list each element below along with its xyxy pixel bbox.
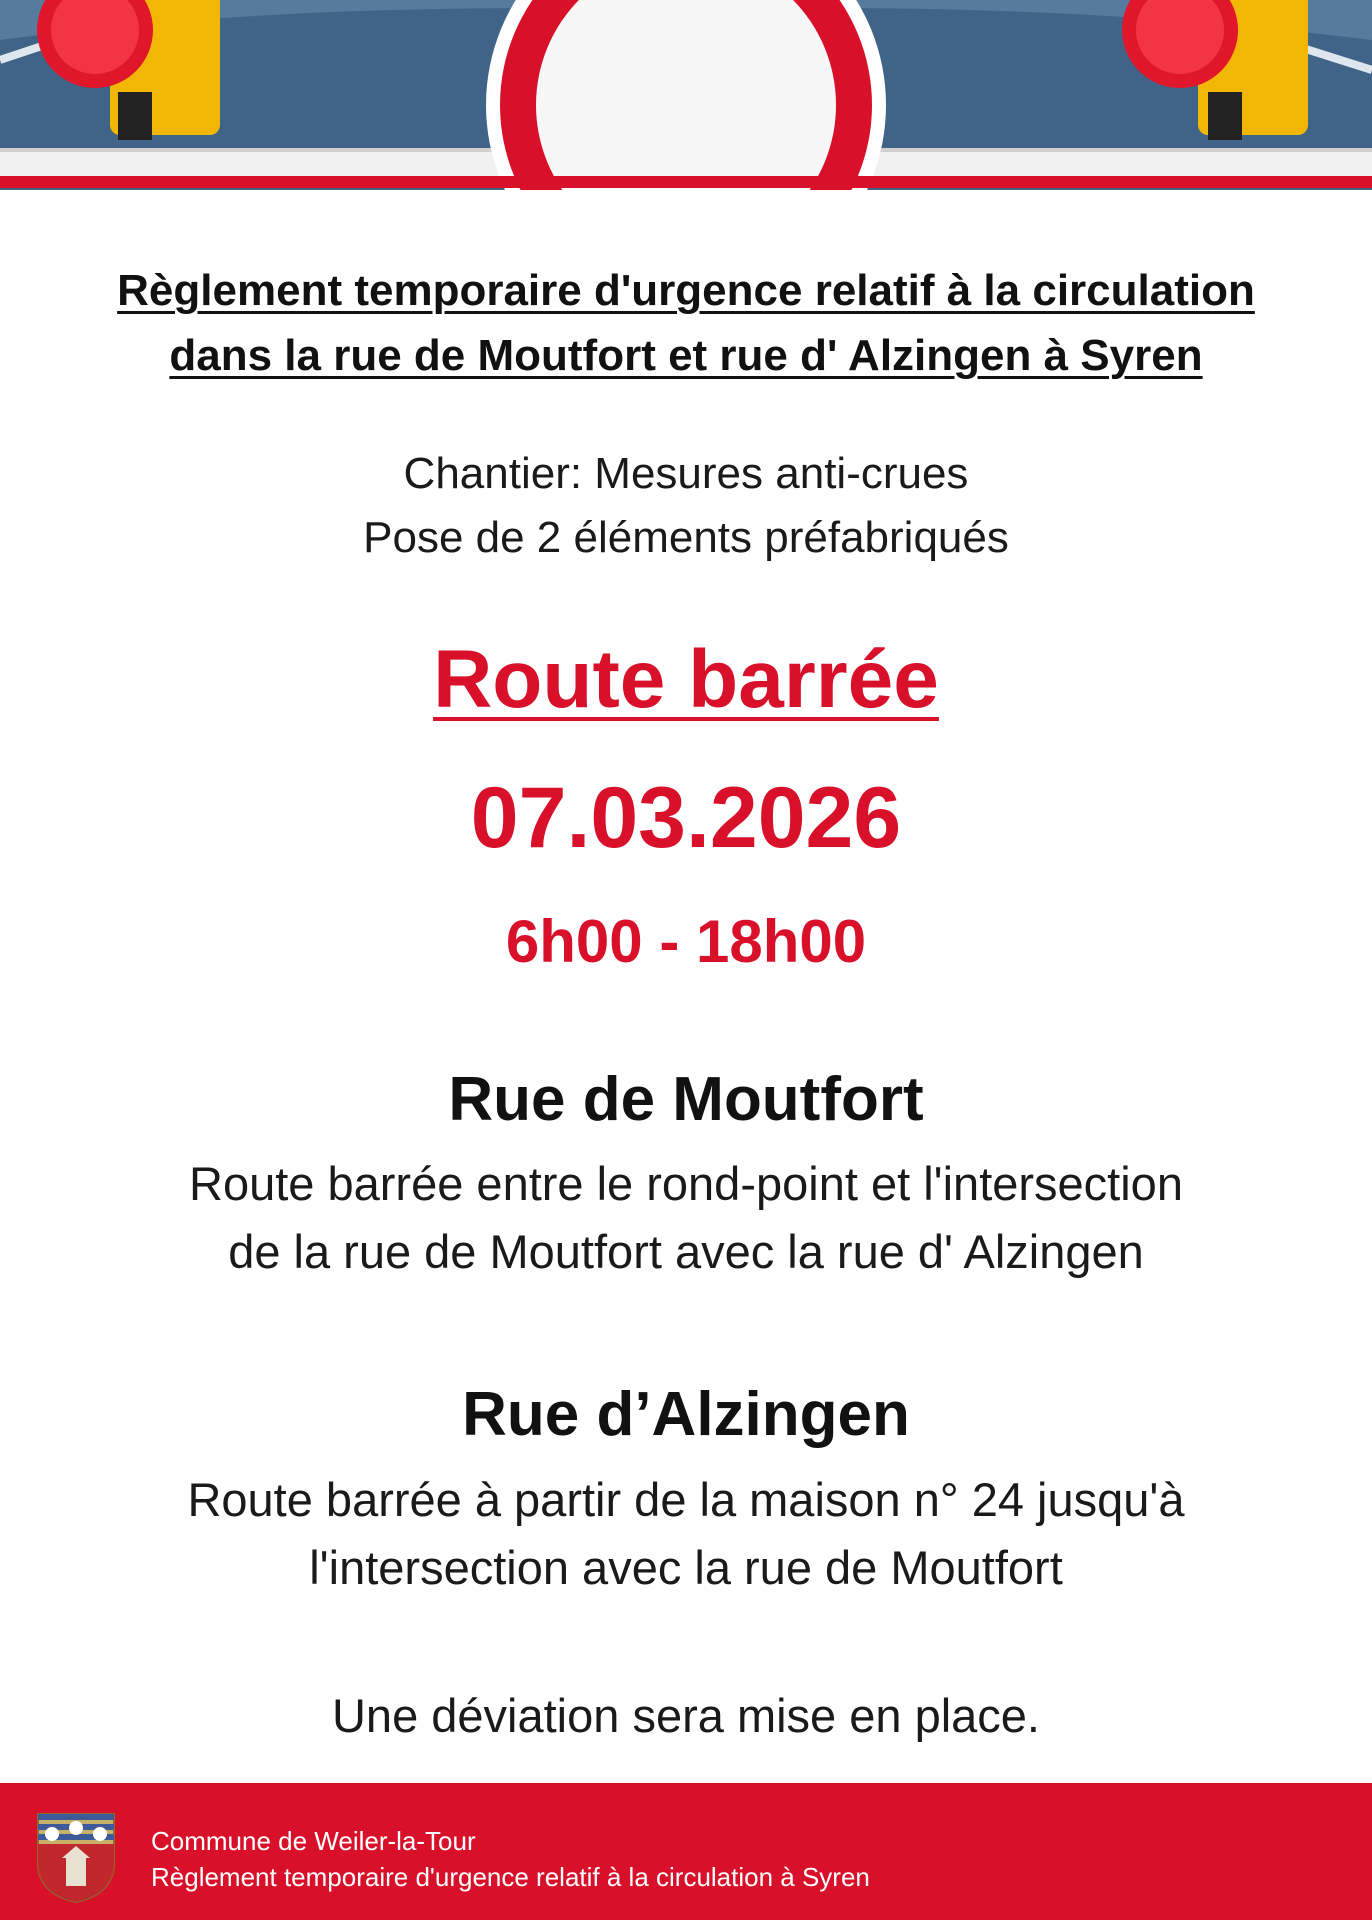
closure-date: 07.03.2026 xyxy=(470,770,902,866)
road-closed-heading: Route barrée xyxy=(433,634,939,725)
street-heading-moutfort: Rue de Moutfort xyxy=(448,1065,924,1134)
project-description xyxy=(0,442,1372,570)
street-heading-alzingen: Rue d’Alzingen xyxy=(462,1380,910,1449)
header-photo xyxy=(0,0,1372,190)
footer-bar xyxy=(0,1783,1372,1920)
description-line: l'intersection avec la rue de Moutfort xyxy=(309,1541,1063,1594)
street-description-alzingen xyxy=(0,1466,1372,1602)
accent-divider xyxy=(0,176,1372,188)
footer-regulation: Règlement temporaire d'urgence relatif à la circulation à Syren xyxy=(151,1862,870,1892)
deviation-notice: Une déviation sera mise en place. xyxy=(331,1689,1040,1742)
street-description-moutfort xyxy=(0,1150,1372,1286)
project-line-1: Chantier: Mesures anti-crues xyxy=(403,449,969,498)
project-line-2: Pose de 2 éléments préfabriqués xyxy=(363,513,1009,562)
footer-commune: Commune de Weiler-la-Tour xyxy=(151,1826,476,1856)
title-line-2: dans la rue de Moutfort et rue d' Alzingen à Syren xyxy=(169,331,1203,380)
municipal-coat-of-arms-icon xyxy=(36,1812,116,1904)
closure-hours: 6h00 - 18h00 xyxy=(505,908,867,975)
description-line: Route barrée entre le rond-point et l'intersection xyxy=(189,1157,1183,1210)
page-title xyxy=(0,258,1372,388)
description-line: de la rue de Moutfort avec la rue d' Alzingen xyxy=(228,1225,1144,1278)
title-line-1: Règlement temporaire d'urgence relatif à la circulation xyxy=(117,266,1255,315)
road-closure-sign-icon xyxy=(0,0,1372,190)
description-line: Route barrée à partir de la maison n° 24 jusqu'à xyxy=(187,1473,1185,1526)
